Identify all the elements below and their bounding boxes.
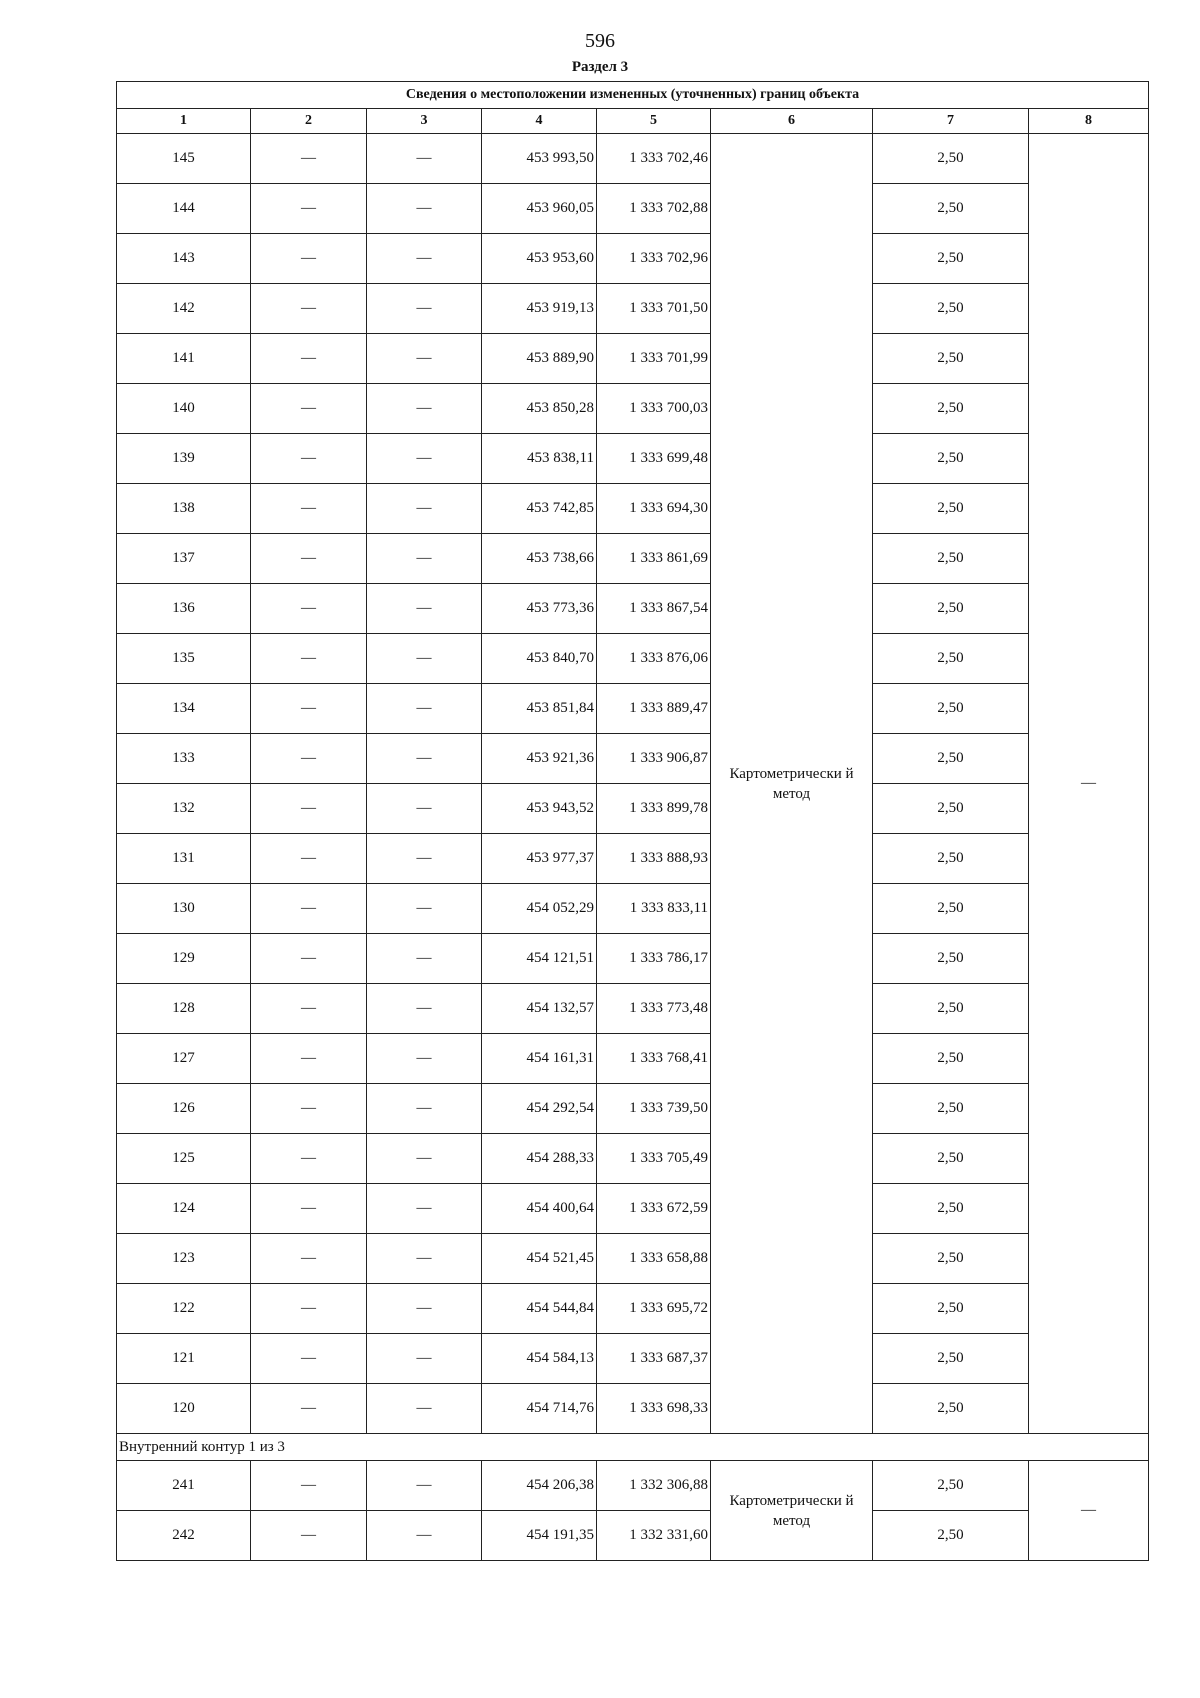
coord-x: 454 132,57: [482, 984, 597, 1034]
column-number-6: 6: [711, 109, 873, 134]
coord-y: 1 333 861,69: [597, 534, 711, 584]
col3-dash: —: [367, 584, 482, 634]
coord-y: 1 332 331,60: [597, 1511, 711, 1561]
coord-y: 1 333 701,50: [597, 284, 711, 334]
col2-dash: —: [251, 584, 367, 634]
column-number-2: 2: [251, 109, 367, 134]
col3-dash: —: [367, 1234, 482, 1284]
contour-col8-cell: —: [1029, 1461, 1149, 1561]
col3-dash: —: [367, 1034, 482, 1084]
col3-dash: —: [367, 1461, 482, 1511]
point-number: 122: [117, 1284, 251, 1334]
coord-y: 1 333 786,17: [597, 934, 711, 984]
col2-dash: —: [251, 1134, 367, 1184]
col3-dash: —: [367, 484, 482, 534]
coord-x: 453 993,50: [482, 134, 597, 184]
main-row: [117, 234, 1149, 284]
point-number: 143: [117, 234, 251, 284]
col3-dash: —: [367, 434, 482, 484]
point-number: 128: [117, 984, 251, 1034]
coord-x: 454 288,33: [482, 1134, 597, 1184]
col3-dash: —: [367, 1334, 482, 1384]
contour-row: [117, 1511, 1149, 1561]
col3-dash: —: [367, 934, 482, 984]
coord-y: 1 333 739,50: [597, 1084, 711, 1134]
coord-x: 453 773,36: [482, 584, 597, 634]
coord-x: 453 889,90: [482, 334, 597, 384]
col2-dash: —: [251, 1284, 367, 1334]
point-number: 130: [117, 884, 251, 934]
main-row: [117, 934, 1149, 984]
column-number-1: 1: [117, 109, 251, 134]
section-title: Раздел 3: [571, 59, 629, 75]
main-row: [117, 434, 1149, 484]
col2-dash: —: [251, 384, 367, 434]
coord-x: 454 400,64: [482, 1184, 597, 1234]
accuracy: 2,50: [873, 634, 1029, 684]
coord-x: 454 584,13: [482, 1334, 597, 1384]
col3-dash: —: [367, 684, 482, 734]
point-number: 133: [117, 734, 251, 784]
col2-dash: —: [251, 784, 367, 834]
coord-x: 454 052,29: [482, 884, 597, 934]
main-row: [117, 134, 1149, 184]
col2-dash: —: [251, 834, 367, 884]
col2-dash: —: [251, 134, 367, 184]
accuracy: 2,50: [873, 734, 1029, 784]
coord-x: 454 121,51: [482, 934, 597, 984]
coord-x: 453 943,52: [482, 784, 597, 834]
col2-dash: —: [251, 284, 367, 334]
coord-y: 1 333 687,37: [597, 1334, 711, 1384]
col3-dash: —: [367, 334, 482, 384]
accuracy: 2,50: [873, 234, 1029, 284]
col2-dash: —: [251, 1184, 367, 1234]
col2-dash: —: [251, 334, 367, 384]
point-number: 141: [117, 334, 251, 384]
main-row: [117, 584, 1149, 634]
main-row: [117, 1384, 1149, 1434]
page-number: 596: [585, 30, 615, 52]
coord-x: 453 953,60: [482, 234, 597, 284]
accuracy: 2,50: [873, 1084, 1029, 1134]
coord-y: 1 332 306,88: [597, 1461, 711, 1511]
point-number: 120: [117, 1384, 251, 1434]
coord-x: 454 206,38: [482, 1461, 597, 1511]
accuracy: 2,50: [873, 1284, 1029, 1334]
coord-y: 1 333 658,88: [597, 1234, 711, 1284]
main-row: [117, 1334, 1149, 1384]
col3-dash: —: [367, 784, 482, 834]
point-number: 139: [117, 434, 251, 484]
col2-dash: —: [251, 1461, 367, 1511]
accuracy: 2,50: [873, 1511, 1029, 1561]
accuracy: 2,50: [873, 184, 1029, 234]
col2-dash: —: [251, 184, 367, 234]
main-row: [117, 384, 1149, 434]
contour-method-cell: Картометрически й метод: [711, 1461, 873, 1561]
accuracy: 2,50: [873, 1134, 1029, 1184]
point-number: 123: [117, 1234, 251, 1284]
main-row: [117, 334, 1149, 384]
coord-y: 1 333 700,03: [597, 384, 711, 434]
coord-x: 454 521,45: [482, 1234, 597, 1284]
point-number: 132: [117, 784, 251, 834]
coord-x: 453 921,36: [482, 734, 597, 784]
coord-x: 453 977,37: [482, 834, 597, 884]
col3-dash: —: [367, 1184, 482, 1234]
accuracy: 2,50: [873, 1384, 1029, 1434]
coord-x: 454 544,84: [482, 1284, 597, 1334]
col3-dash: —: [367, 1134, 482, 1184]
coord-x: 453 851,84: [482, 684, 597, 734]
point-number: 145: [117, 134, 251, 184]
point-number: 137: [117, 534, 251, 584]
col2-dash: —: [251, 934, 367, 984]
accuracy: 2,50: [873, 434, 1029, 484]
col2-dash: —: [251, 434, 367, 484]
coord-y: 1 333 833,11: [597, 884, 711, 934]
main-row: [117, 484, 1149, 534]
col3-dash: —: [367, 1084, 482, 1134]
coord-x: 454 161,31: [482, 1034, 597, 1084]
coord-y: 1 333 702,88: [597, 184, 711, 234]
coord-y: 1 333 888,93: [597, 834, 711, 884]
coord-y: 1 333 694,30: [597, 484, 711, 534]
coord-x: 453 742,85: [482, 484, 597, 534]
coord-y: 1 333 899,78: [597, 784, 711, 834]
accuracy: 2,50: [873, 834, 1029, 884]
col3-dash: —: [367, 134, 482, 184]
col2-dash: —: [251, 1234, 367, 1284]
coord-x: 453 960,05: [482, 184, 597, 234]
coord-y: 1 333 889,47: [597, 684, 711, 734]
accuracy: 2,50: [873, 1461, 1029, 1511]
accuracy: 2,50: [873, 284, 1029, 334]
coord-y: 1 333 867,54: [597, 584, 711, 634]
main-row: [117, 1084, 1149, 1134]
col2-dash: —: [251, 484, 367, 534]
col3-dash: —: [367, 1284, 482, 1334]
point-number: 144: [117, 184, 251, 234]
main-row: [117, 1284, 1149, 1334]
point-number: 121: [117, 1334, 251, 1384]
accuracy: 2,50: [873, 384, 1029, 434]
col2-dash: —: [251, 1084, 367, 1134]
col3-dash: —: [367, 284, 482, 334]
accuracy: 2,50: [873, 334, 1029, 384]
point-number: 126: [117, 1084, 251, 1134]
main-method-cell: Картометрически й метод: [711, 134, 873, 1434]
col2-dash: —: [251, 884, 367, 934]
main-row: [117, 1134, 1149, 1184]
point-number: 241: [117, 1461, 251, 1511]
coord-x: 453 850,28: [482, 384, 597, 434]
coord-y: 1 333 876,06: [597, 634, 711, 684]
col2-dash: —: [251, 1034, 367, 1084]
accuracy: 2,50: [873, 1034, 1029, 1084]
col3-dash: —: [367, 1511, 482, 1561]
coord-x: 453 840,70: [482, 634, 597, 684]
col3-dash: —: [367, 1384, 482, 1434]
point-number: 242: [117, 1511, 251, 1561]
col2-dash: —: [251, 734, 367, 784]
coord-y: 1 333 672,59: [597, 1184, 711, 1234]
main-row: [117, 184, 1149, 234]
col3-dash: —: [367, 384, 482, 434]
col2-dash: —: [251, 984, 367, 1034]
point-number: 140: [117, 384, 251, 434]
col3-dash: —: [367, 984, 482, 1034]
accuracy: 2,50: [873, 534, 1029, 584]
coord-y: 1 333 698,33: [597, 1384, 711, 1434]
contour-label: Внутренний контур 1 из 3: [117, 1434, 1149, 1461]
coord-y: 1 333 773,48: [597, 984, 711, 1034]
point-number: 127: [117, 1034, 251, 1084]
coord-y: 1 333 701,99: [597, 334, 711, 384]
main-row: [117, 834, 1149, 884]
column-number-7: 7: [873, 109, 1029, 134]
main-row: [117, 734, 1149, 784]
point-number: 124: [117, 1184, 251, 1234]
coord-x: 453 919,13: [482, 284, 597, 334]
main-row: [117, 784, 1149, 834]
main-row: [117, 634, 1149, 684]
coord-x: 454 292,54: [482, 1084, 597, 1134]
point-number: 134: [117, 684, 251, 734]
column-number-8: 8: [1029, 109, 1149, 134]
coord-y: 1 333 695,72: [597, 1284, 711, 1334]
coord-y: 1 333 699,48: [597, 434, 711, 484]
point-number: 135: [117, 634, 251, 684]
col2-dash: —: [251, 1384, 367, 1434]
point-number: 129: [117, 934, 251, 984]
accuracy: 2,50: [873, 934, 1029, 984]
coord-y: 1 333 702,46: [597, 134, 711, 184]
column-number-3: 3: [367, 109, 482, 134]
main-col8-cell: —: [1029, 134, 1149, 1434]
col3-dash: —: [367, 234, 482, 284]
coord-y: 1 333 702,96: [597, 234, 711, 284]
accuracy: 2,50: [873, 584, 1029, 634]
accuracy: 2,50: [873, 1184, 1029, 1234]
main-row: [117, 534, 1149, 584]
col2-dash: —: [251, 634, 367, 684]
coord-x: 453 738,66: [482, 534, 597, 584]
accuracy: 2,50: [873, 484, 1029, 534]
coord-y: 1 333 705,49: [597, 1134, 711, 1184]
main-row: [117, 1034, 1149, 1084]
col3-dash: —: [367, 884, 482, 934]
main-row: [117, 684, 1149, 734]
coord-x: 454 191,35: [482, 1511, 597, 1561]
point-number: 125: [117, 1134, 251, 1184]
contour-row: [117, 1434, 1149, 1461]
col2-dash: —: [251, 534, 367, 584]
accuracy: 2,50: [873, 1234, 1029, 1284]
accuracy: 2,50: [873, 1334, 1029, 1384]
point-number: 138: [117, 484, 251, 534]
accuracy: 2,50: [873, 684, 1029, 734]
table-caption: Сведения о местоположении измененных (уточненных) границ объекта: [117, 82, 1149, 109]
coord-x: 454 714,76: [482, 1384, 597, 1434]
point-number: 136: [117, 584, 251, 634]
accuracy: 2,50: [873, 134, 1029, 184]
col3-dash: —: [367, 834, 482, 884]
coord-x: 453 838,11: [482, 434, 597, 484]
coord-y: 1 333 906,87: [597, 734, 711, 784]
col3-dash: —: [367, 534, 482, 584]
col3-dash: —: [367, 634, 482, 684]
main-row: [117, 284, 1149, 334]
contour-row: [117, 1461, 1149, 1511]
col3-dash: —: [367, 184, 482, 234]
column-number-row: [117, 109, 1149, 134]
point-number: 142: [117, 284, 251, 334]
coordinates-table: [116, 81, 1149, 1561]
coord-y: 1 333 768,41: [597, 1034, 711, 1084]
column-number-5: 5: [597, 109, 711, 134]
main-row: [117, 884, 1149, 934]
col2-dash: —: [251, 684, 367, 734]
accuracy: 2,50: [873, 884, 1029, 934]
main-row: [117, 984, 1149, 1034]
main-row: [117, 1184, 1149, 1234]
col2-dash: —: [251, 1511, 367, 1561]
point-number: 131: [117, 834, 251, 884]
accuracy: 2,50: [873, 784, 1029, 834]
accuracy: 2,50: [873, 984, 1029, 1034]
main-row: [117, 1234, 1149, 1284]
col3-dash: —: [367, 734, 482, 784]
col2-dash: —: [251, 1334, 367, 1384]
column-number-4: 4: [482, 109, 597, 134]
col2-dash: —: [251, 234, 367, 284]
